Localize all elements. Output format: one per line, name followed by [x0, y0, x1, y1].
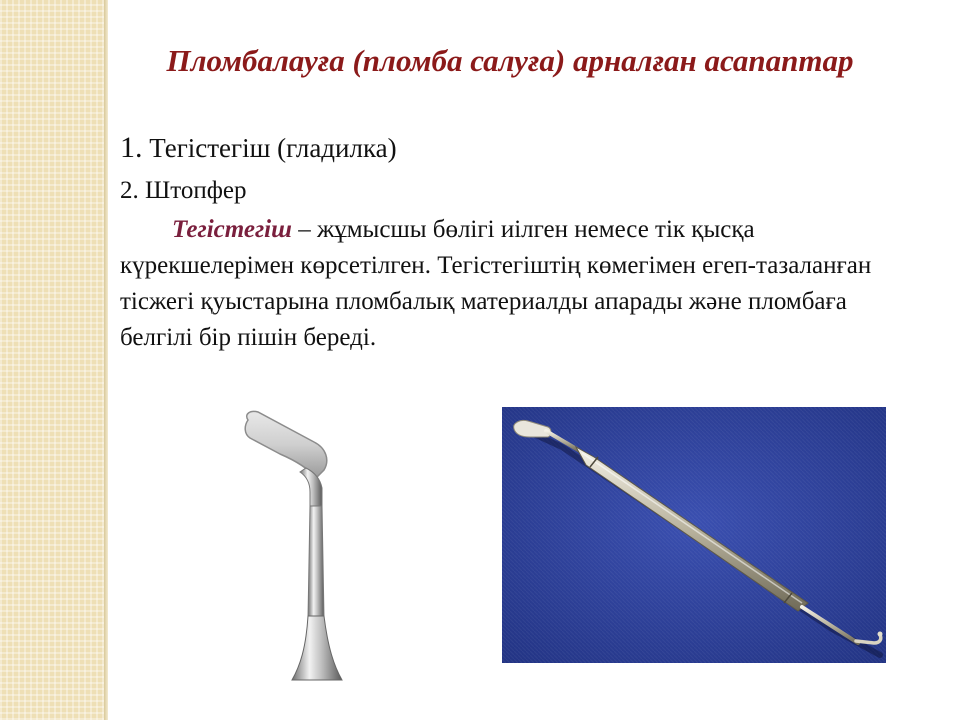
decorative-side-band: [0, 0, 104, 720]
slide-title: Пломбалауға (пломба салуға) арналған асапаптар: [166, 43, 854, 78]
list-item-text: Тегістегіш (гладилка): [149, 133, 397, 163]
side-band-edge: [104, 0, 108, 720]
list-item-1: [120, 130, 397, 166]
smoother-instrument-image: [210, 408, 390, 688]
term-highlight: Тегістегіш: [172, 216, 292, 243]
list-item-number: 2.: [120, 177, 139, 204]
list-item-text: Штопфер: [145, 177, 247, 204]
description-paragraph: [120, 212, 920, 356]
list-item-number: 1.: [120, 131, 143, 164]
paragraph-body: – жұмысшы бөлігі иілген немесе тік қысқа күрекшелерімен көрсетілген. Тегістегіштің көмегімен егеп-тазаланған тісжегі қуыстарына пломбалық материалды апарады және пломбаға белгілі бір пішін береді.: [120, 216, 872, 351]
list-item-2: [120, 174, 247, 208]
instrument-photo-blue-cloth: [502, 407, 886, 663]
